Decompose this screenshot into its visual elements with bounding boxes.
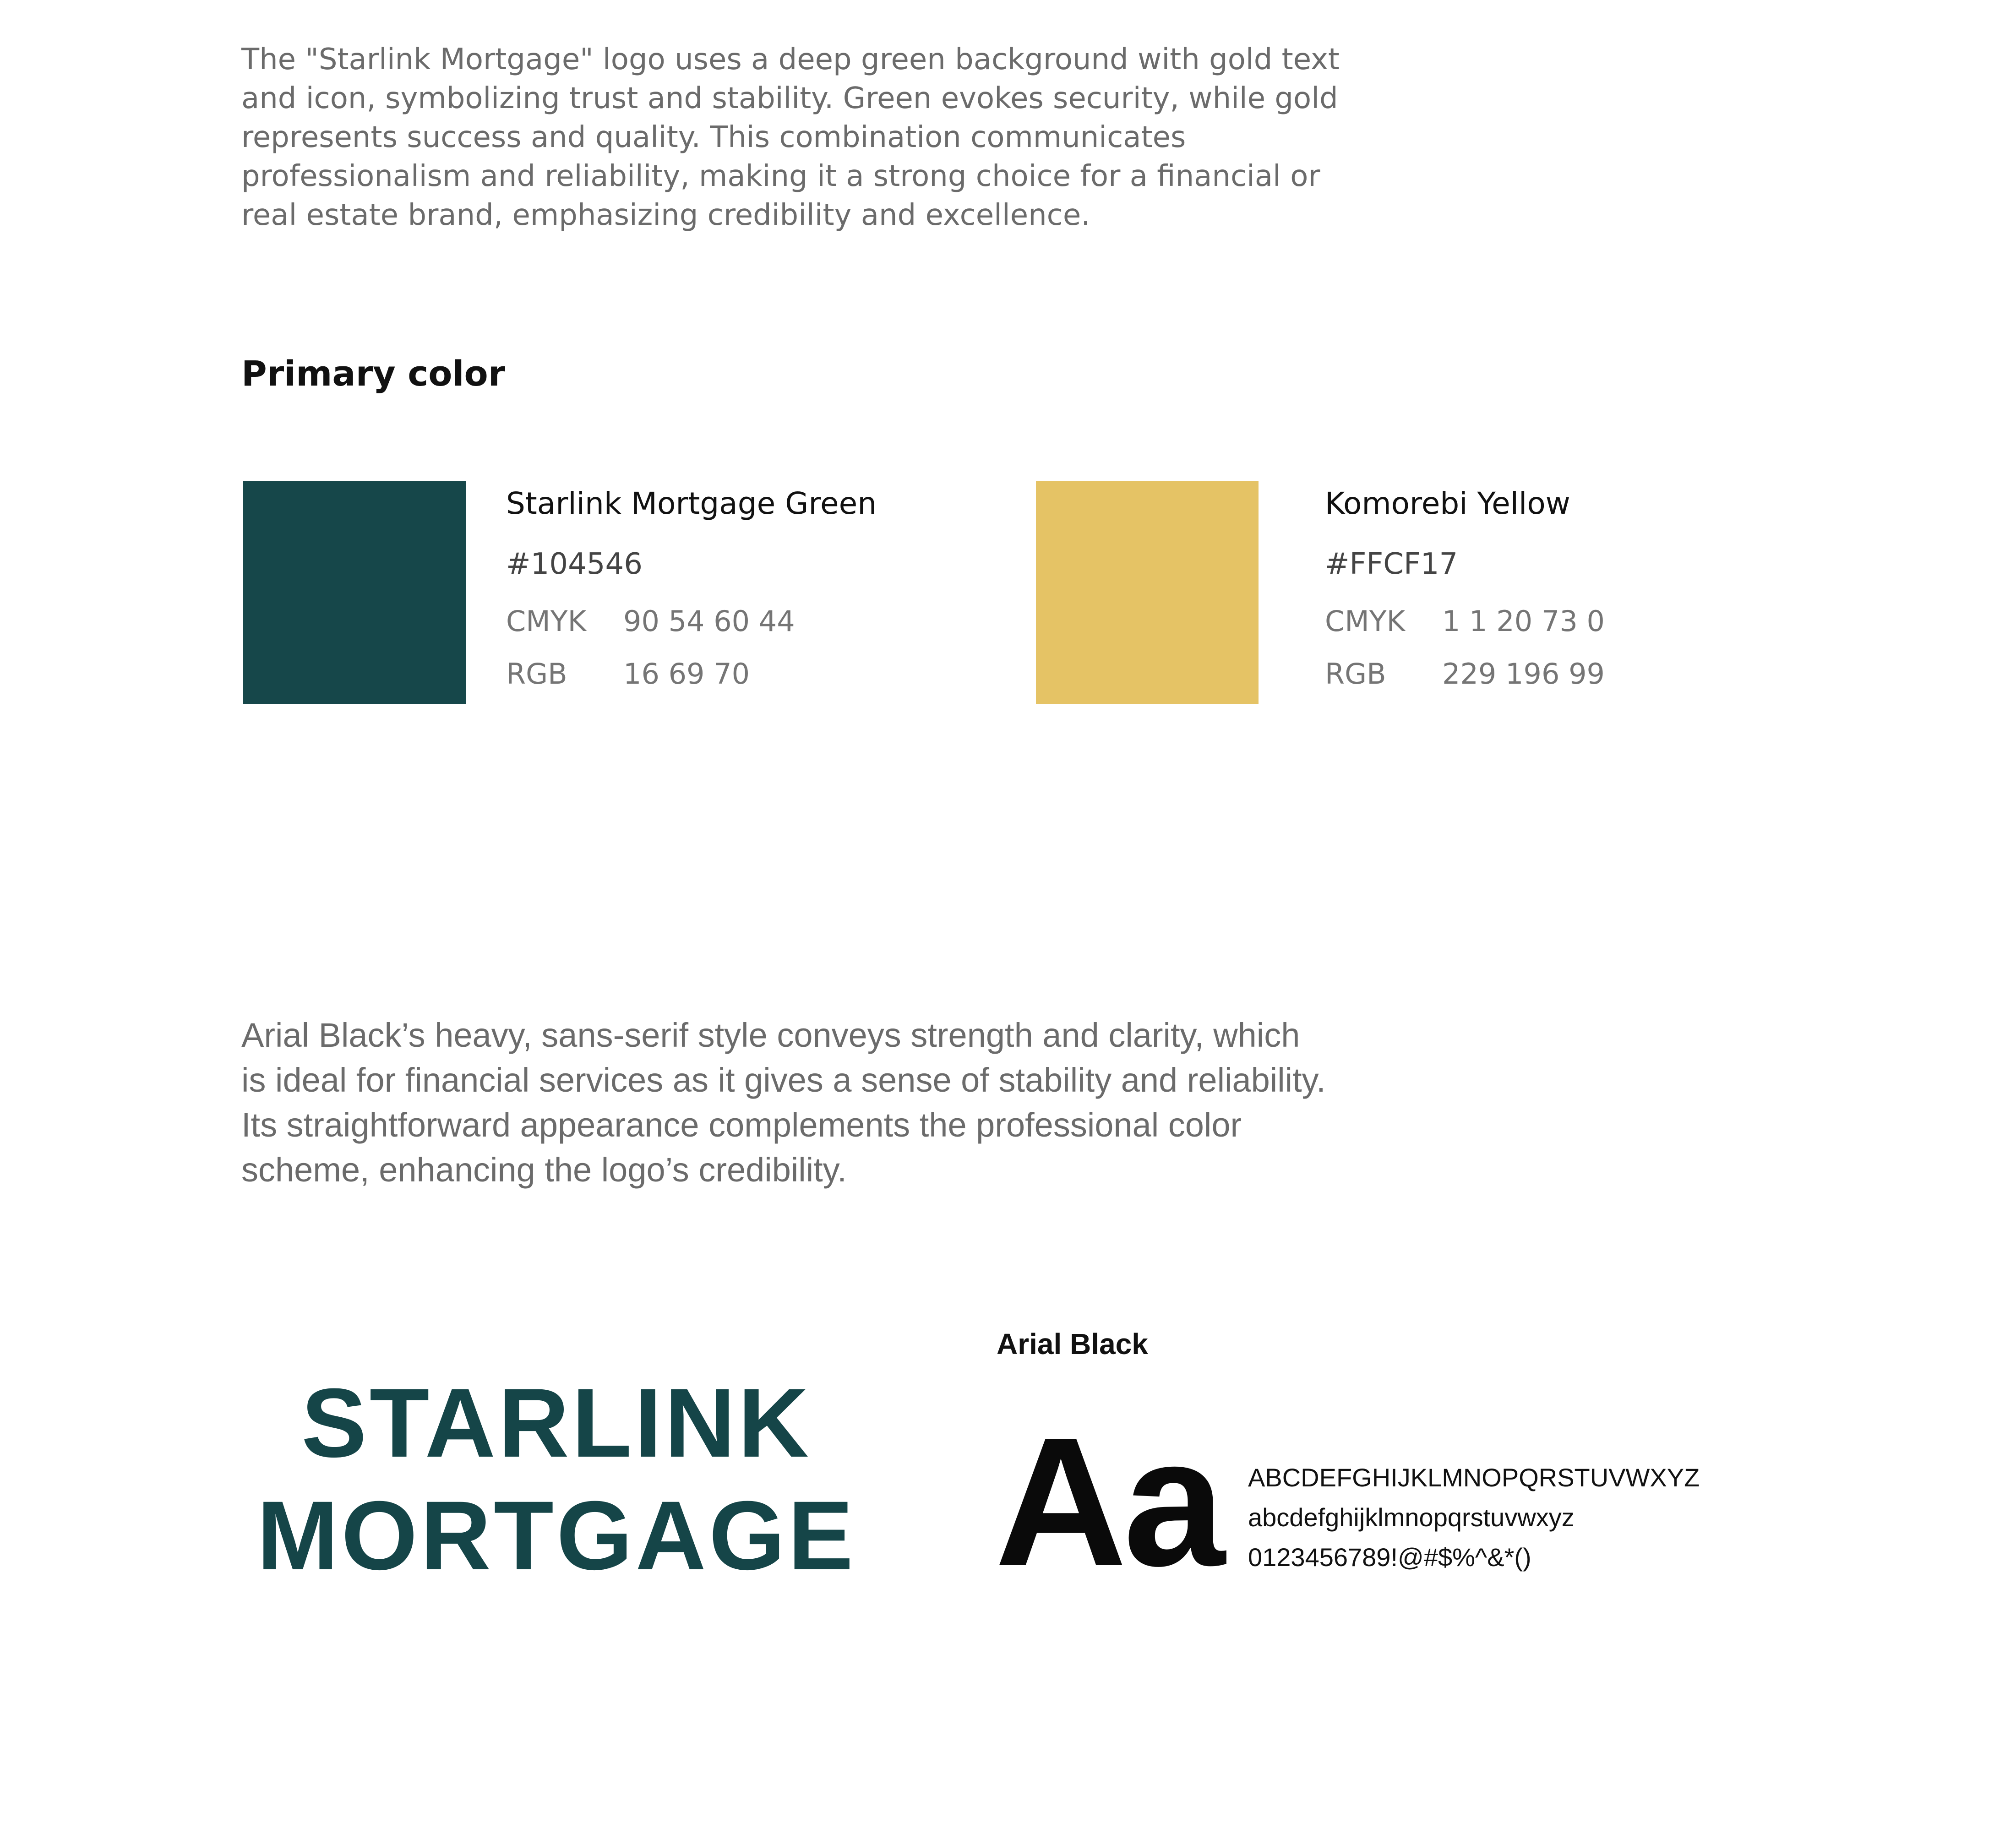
rgb-row <box>506 656 1056 692</box>
rgb-value: 229 196 99 <box>1442 657 1605 691</box>
font-name: Arial Black <box>997 1328 1148 1360</box>
color-swatch-yellow <box>1036 481 1259 704</box>
wordmark-line-1: STARLINK <box>301 1368 812 1478</box>
glyph-set <box>1248 1458 1700 1577</box>
rgb-label: RGB <box>506 657 567 691</box>
rgb-label: RGB <box>1325 657 1386 691</box>
glyphs-uppercase: ABCDEFGHIJKLMNOPQRSTUVWXYZ <box>1248 1463 1700 1492</box>
intro-paragraph: The "Starlink Mortgage" logo uses a deep green background with gold text and icon, symbolizing trust and stability. Green evokes security, while gold represents success and quality. This combination communicates professionalism and reliability, making it a strong choice for a financial or real estate brand, emphasizing credibility and excellence. <box>241 43 1340 232</box>
glyphs-lowercase: abcdefghijklmnopqrstuvwxyz <box>1248 1503 1575 1532</box>
logo-wordmark <box>247 1367 866 1592</box>
color-name: Komorebi Yellow <box>1325 486 1570 521</box>
typography-description: Arial Black’s heavy, sans-serif style conveys strength and clarity, which is ideal for financial services as it gives a sense of stability and reliability. Its straightforward appearance complements the professional color scheme, enhancing the logo’s credibility. <box>241 1016 1326 1189</box>
rgb-value: 16 69 70 <box>623 657 750 691</box>
color-hex: #FFCF17 <box>1325 547 1458 581</box>
color-name: Starlink Mortgage Green <box>506 486 877 521</box>
glyphs-numbers-symbols: 0123456789!@#$%^&*() <box>1248 1543 1531 1572</box>
color-swatch-green <box>243 481 466 704</box>
color-hex: #104546 <box>506 547 643 581</box>
cmyk-label: CMYK <box>1325 604 1406 638</box>
color-info-green <box>506 483 1056 692</box>
font-specimen: Aa <box>995 1399 1222 1604</box>
section-title-primary-color: Primary color <box>241 353 506 394</box>
cmyk-row <box>506 603 1056 640</box>
color-info-yellow <box>1325 483 1874 692</box>
cmyk-row <box>1325 603 1874 640</box>
cmyk-label: CMYK <box>506 604 587 638</box>
wordmark-line-2: MORTGAGE <box>256 1481 856 1590</box>
rgb-row <box>1325 656 1874 692</box>
cmyk-value: 90 54 60 44 <box>623 604 795 638</box>
cmyk-value: 1 1 20 73 0 <box>1442 604 1605 638</box>
